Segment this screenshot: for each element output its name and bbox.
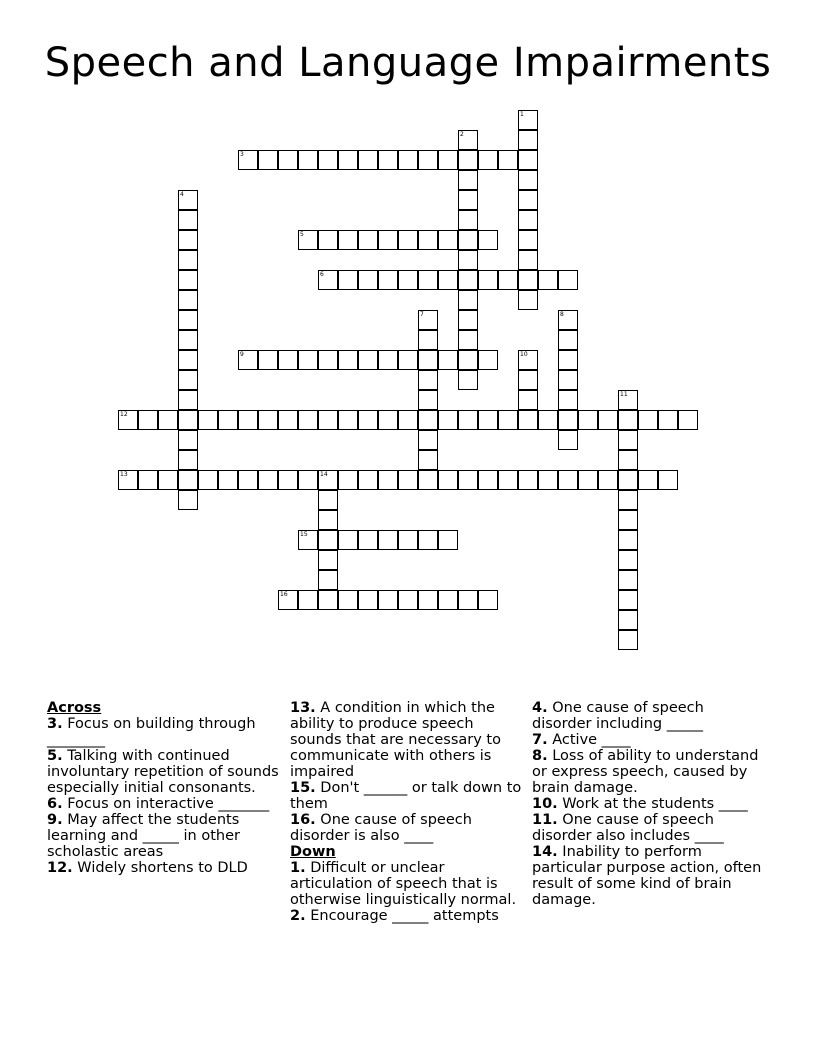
grid-cell[interactable] <box>558 270 578 290</box>
grid-cell[interactable] <box>418 230 438 250</box>
grid-cell[interactable] <box>298 230 318 250</box>
clue-across-5: 5. Talking with continued involuntary repetition of sounds especially initial consonants. <box>47 748 279 796</box>
grid-cell[interactable] <box>618 510 638 530</box>
grid-cell[interactable] <box>538 270 558 290</box>
grid-cell[interactable] <box>278 150 298 170</box>
grid-cell[interactable] <box>318 510 338 530</box>
grid-cell[interactable] <box>398 230 418 250</box>
clue-down-4: 4. One cause of speech disorder including _____ <box>532 700 704 732</box>
clue-down-7: 7. Active ____ <box>532 732 631 748</box>
grid-cell[interactable] <box>438 470 458 490</box>
grid-cell[interactable] <box>338 410 358 430</box>
grid-cell[interactable] <box>178 210 198 230</box>
grid-cell[interactable] <box>618 550 638 570</box>
grid-cell[interactable] <box>338 350 358 370</box>
grid-cell[interactable] <box>218 410 238 430</box>
grid-cell[interactable] <box>458 310 478 330</box>
grid-cell[interactable] <box>178 310 198 330</box>
grid-cell[interactable] <box>358 410 378 430</box>
grid-cell[interactable] <box>178 490 198 510</box>
grid-cell[interactable] <box>458 250 478 270</box>
grid-cell[interactable] <box>518 230 538 250</box>
clues-column-1 <box>47 700 282 876</box>
puzzle-title: Speech and Language Impairments <box>44 40 772 86</box>
grid-cell[interactable] <box>518 270 538 290</box>
grid-cell[interactable] <box>178 250 198 270</box>
grid-cell[interactable] <box>318 470 338 490</box>
grid-cell[interactable] <box>378 230 398 250</box>
grid-cell[interactable] <box>218 470 238 490</box>
cell-number: 6 <box>320 271 324 278</box>
grid-cell[interactable] <box>598 410 618 430</box>
grid-cell[interactable] <box>518 250 538 270</box>
grid-cell[interactable] <box>458 350 478 370</box>
cell-number: 11 <box>620 391 628 398</box>
grid-cell[interactable] <box>558 390 578 410</box>
grid-cell[interactable] <box>618 450 638 470</box>
grid-cell[interactable] <box>158 470 178 490</box>
clue-across-6: 6. Focus on interactive _______ <box>47 796 270 812</box>
grid-cell[interactable] <box>238 470 258 490</box>
grid-cell[interactable] <box>118 410 138 430</box>
grid-cell[interactable] <box>618 390 638 410</box>
grid-cell[interactable] <box>478 350 498 370</box>
grid-cell[interactable] <box>178 430 198 450</box>
grid-cell[interactable] <box>558 370 578 390</box>
clue-down-14: 14. Inability to perform particular purpose action, often result of some kind of brain damage. <box>532 844 762 908</box>
grid-cell[interactable] <box>458 230 478 250</box>
grid-cell[interactable] <box>418 270 438 290</box>
clue-down-10: 10. Work at the students ____ <box>532 796 748 812</box>
grid-cell[interactable] <box>618 610 638 630</box>
grid-cell[interactable] <box>618 590 638 610</box>
grid-cell[interactable] <box>398 270 418 290</box>
grid-cell[interactable] <box>338 590 358 610</box>
grid-cell[interactable] <box>358 530 378 550</box>
grid-cell[interactable] <box>398 410 418 430</box>
grid-cell[interactable] <box>578 470 598 490</box>
grid-cell[interactable] <box>438 590 458 610</box>
across-heading: Across <box>47 700 102 716</box>
grid-cell[interactable] <box>418 330 438 350</box>
grid-cell[interactable] <box>478 590 498 610</box>
grid-cell[interactable] <box>258 470 278 490</box>
grid-cell[interactable] <box>298 530 318 550</box>
grid-cell[interactable] <box>378 350 398 370</box>
grid-cell[interactable] <box>278 470 298 490</box>
down-heading: Down <box>290 844 336 860</box>
grid-cell[interactable] <box>418 410 438 430</box>
grid-cell[interactable] <box>558 410 578 430</box>
clues-column-2 <box>290 700 525 924</box>
grid-cell[interactable] <box>578 410 598 430</box>
grid-cell[interactable] <box>538 410 558 430</box>
grid-cell[interactable] <box>438 230 458 250</box>
grid-cell[interactable] <box>558 310 578 330</box>
grid-cell[interactable] <box>458 370 478 390</box>
grid-cell[interactable] <box>478 270 498 290</box>
grid-cell[interactable] <box>378 410 398 430</box>
grid-cell[interactable] <box>518 130 538 150</box>
grid-cell[interactable] <box>418 530 438 550</box>
clue-across-9: 9. May affect the students learning and _____ in other scholastic areas <box>47 812 240 860</box>
grid-cell[interactable] <box>518 210 538 230</box>
grid-cell[interactable] <box>338 150 358 170</box>
grid-cell[interactable] <box>498 470 518 490</box>
grid-cell[interactable] <box>418 430 438 450</box>
grid-cell[interactable] <box>438 150 458 170</box>
grid-cell[interactable] <box>378 590 398 610</box>
grid-cell[interactable] <box>358 470 378 490</box>
grid-cell[interactable] <box>398 350 418 370</box>
grid-cell[interactable] <box>178 370 198 390</box>
grid-cell[interactable] <box>438 350 458 370</box>
grid-cell[interactable] <box>458 210 478 230</box>
clue-down-2: 2. Encourage _____ attempts <box>290 908 499 924</box>
grid-cell[interactable] <box>518 410 538 430</box>
clue-across-16: 16. One cause of speech disorder is also ____ <box>290 812 472 844</box>
grid-cell[interactable] <box>518 150 538 170</box>
grid-cell[interactable] <box>558 350 578 370</box>
grid-cell[interactable] <box>618 410 638 430</box>
grid-cell[interactable] <box>178 270 198 290</box>
clues-column-3 <box>532 700 767 908</box>
grid-cell[interactable] <box>618 630 638 650</box>
grid-cell[interactable] <box>318 270 338 290</box>
grid-cell[interactable] <box>318 570 338 590</box>
cell-number: 13 <box>120 471 128 478</box>
cell-number: 15 <box>300 531 308 538</box>
grid-cell[interactable] <box>178 350 198 370</box>
grid-cell[interactable] <box>278 350 298 370</box>
grid-cell[interactable] <box>498 150 518 170</box>
grid-cell[interactable] <box>418 590 438 610</box>
grid-cell[interactable] <box>258 150 278 170</box>
grid-cell[interactable] <box>358 150 378 170</box>
grid-cell[interactable] <box>178 410 198 430</box>
grid-cell[interactable] <box>558 430 578 450</box>
grid-cell[interactable] <box>558 470 578 490</box>
clue-across-3: 3. Focus on building through ________ <box>47 716 256 748</box>
grid-cell[interactable] <box>418 370 438 390</box>
grid-cell[interactable] <box>418 450 438 470</box>
grid-cell[interactable] <box>318 410 338 430</box>
grid-cell[interactable] <box>178 470 198 490</box>
grid-cell[interactable] <box>518 110 538 130</box>
cell-number: 3 <box>240 151 244 158</box>
clue-across-13: 13. A condition in which the ability to produce speech sounds that are necessary to communicate with others is impaired <box>290 700 501 780</box>
grid-cell[interactable] <box>138 470 158 490</box>
grid-cell[interactable] <box>478 410 498 430</box>
grid-cell[interactable] <box>378 470 398 490</box>
grid-cell[interactable] <box>298 150 318 170</box>
cell-number: 8 <box>560 311 564 318</box>
clue-down-1: 1. Difficult or unclear articulation of speech that is otherwise linguistically normal. <box>290 860 517 908</box>
grid-cell[interactable] <box>298 590 318 610</box>
grid-cell[interactable] <box>358 350 378 370</box>
grid-cell[interactable] <box>198 470 218 490</box>
grid-cell[interactable] <box>538 470 558 490</box>
grid-cell[interactable] <box>298 410 318 430</box>
cell-number: 12 <box>120 411 128 418</box>
grid-cell[interactable] <box>178 290 198 310</box>
grid-cell[interactable] <box>178 450 198 470</box>
grid-cell[interactable] <box>478 230 498 250</box>
grid-cell[interactable] <box>238 350 258 370</box>
grid-cell[interactable] <box>338 530 358 550</box>
grid-cell[interactable] <box>358 230 378 250</box>
grid-cell[interactable] <box>458 130 478 150</box>
grid-cell[interactable] <box>338 470 358 490</box>
grid-cell[interactable] <box>198 410 218 430</box>
grid-cell[interactable] <box>398 530 418 550</box>
grid-cell[interactable] <box>378 270 398 290</box>
grid-cell[interactable] <box>658 470 678 490</box>
grid-cell[interactable] <box>458 190 478 210</box>
grid-cell[interactable] <box>318 350 338 370</box>
grid-cell[interactable] <box>518 470 538 490</box>
grid-cell[interactable] <box>418 390 438 410</box>
grid-cell[interactable] <box>358 270 378 290</box>
grid-cell[interactable] <box>338 230 358 250</box>
grid-cell[interactable] <box>618 470 638 490</box>
grid-cell[interactable] <box>318 550 338 570</box>
cell-number: 4 <box>180 191 184 198</box>
grid-cell[interactable] <box>318 230 338 250</box>
grid-cell[interactable] <box>478 150 498 170</box>
grid-cell[interactable] <box>178 230 198 250</box>
cell-number: 9 <box>240 351 244 358</box>
grid-cell[interactable] <box>178 330 198 350</box>
grid-cell[interactable] <box>638 410 658 430</box>
grid-cell[interactable] <box>518 170 538 190</box>
grid-cell[interactable] <box>518 190 538 210</box>
grid-cell[interactable] <box>598 470 618 490</box>
grid-cell[interactable] <box>498 410 518 430</box>
grid-cell[interactable] <box>458 150 478 170</box>
grid-cell[interactable] <box>678 410 698 430</box>
grid-cell[interactable] <box>318 590 338 610</box>
cell-number: 14 <box>320 471 328 478</box>
grid-cell[interactable] <box>238 150 258 170</box>
cell-number: 2 <box>460 131 464 138</box>
grid-cell[interactable] <box>418 470 438 490</box>
grid-cell[interactable] <box>518 390 538 410</box>
grid-cell[interactable] <box>298 470 318 490</box>
cell-number: 5 <box>300 231 304 238</box>
clue-across-12: 12. Widely shortens to DLD <box>47 860 248 876</box>
cell-number: 10 <box>520 351 528 358</box>
grid-cell[interactable] <box>518 290 538 310</box>
grid-cell[interactable] <box>178 390 198 410</box>
cell-number: 16 <box>280 591 288 598</box>
grid-cell[interactable] <box>278 590 298 610</box>
cell-number: 1 <box>520 111 524 118</box>
grid-cell[interactable] <box>178 190 198 210</box>
grid-cell[interactable] <box>398 590 418 610</box>
grid-cell[interactable] <box>258 410 278 430</box>
grid-cell[interactable] <box>518 370 538 390</box>
grid-cell[interactable] <box>618 430 638 450</box>
grid-cell[interactable] <box>318 530 338 550</box>
grid-cell[interactable] <box>458 410 478 430</box>
grid-cell[interactable] <box>658 410 678 430</box>
clue-across-15: 15. Don't ______ or talk down to them <box>290 780 522 812</box>
grid-cell[interactable] <box>398 150 418 170</box>
clue-down-8: 8. Loss of ability to understand or express speech, caused by brain damage. <box>532 748 759 796</box>
grid-cell[interactable] <box>458 170 478 190</box>
grid-cell[interactable] <box>398 470 418 490</box>
grid-cell[interactable] <box>618 570 638 590</box>
grid-cell[interactable] <box>418 350 438 370</box>
grid-cell[interactable] <box>378 530 398 550</box>
grid-cell[interactable] <box>458 270 478 290</box>
grid-cell[interactable] <box>418 310 438 330</box>
grid-cell[interactable] <box>478 470 498 490</box>
grid-cell[interactable] <box>438 530 458 550</box>
grid-cell[interactable] <box>638 470 658 490</box>
grid-cell[interactable] <box>378 150 398 170</box>
grid-cell[interactable] <box>498 270 518 290</box>
grid-cell[interactable] <box>318 490 338 510</box>
clue-down-11: 11. One cause of speech disorder also includes ____ <box>532 812 724 844</box>
grid-cell[interactable] <box>358 590 378 610</box>
grid-cell[interactable] <box>118 470 138 490</box>
grid-cell[interactable] <box>458 330 478 350</box>
grid-cell[interactable] <box>138 410 158 430</box>
grid-cell[interactable] <box>438 410 458 430</box>
grid-cell[interactable] <box>558 330 578 350</box>
grid-cell[interactable] <box>298 350 318 370</box>
grid-cell[interactable] <box>418 150 438 170</box>
grid-cell[interactable] <box>518 350 538 370</box>
grid-cell[interactable] <box>238 410 258 430</box>
grid-cell[interactable] <box>278 410 298 430</box>
grid-cell[interactable] <box>438 270 458 290</box>
grid-cell[interactable] <box>338 270 358 290</box>
grid-cell[interactable] <box>258 350 278 370</box>
cell-number: 7 <box>420 311 424 318</box>
grid-cell[interactable] <box>458 470 478 490</box>
grid-cell[interactable] <box>318 150 338 170</box>
grid-cell[interactable] <box>458 590 478 610</box>
grid-cell[interactable] <box>618 530 638 550</box>
grid-cell[interactable] <box>158 410 178 430</box>
grid-cell[interactable] <box>618 490 638 510</box>
grid-cell[interactable] <box>458 290 478 310</box>
